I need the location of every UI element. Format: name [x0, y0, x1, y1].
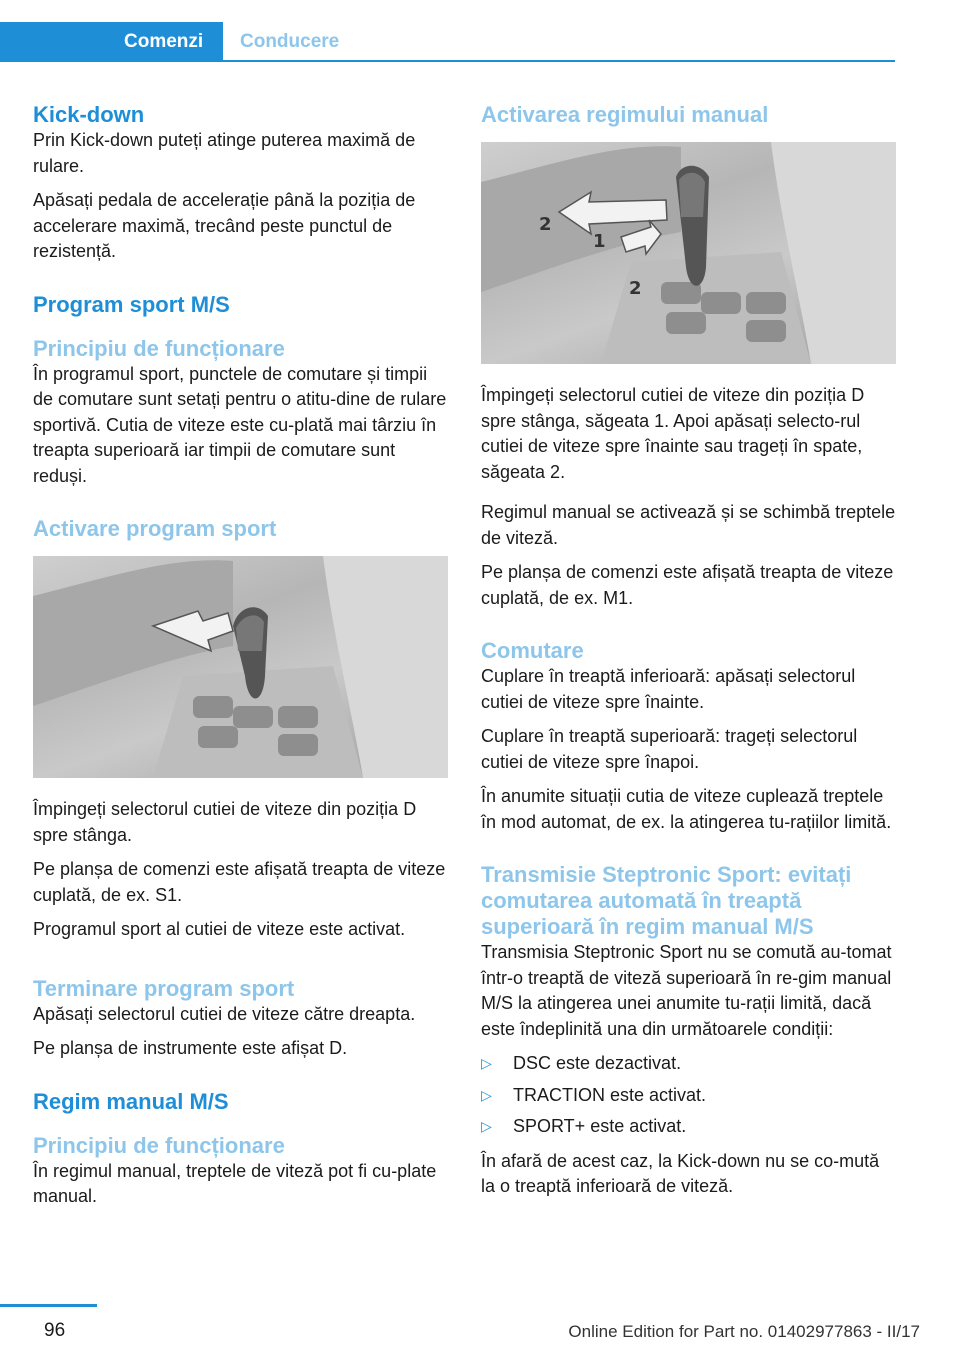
activate-sport-text-2: Pe planșa de comenzi este afișată treapta de viteze cuplată, de ex. S1.: [33, 859, 446, 905]
kickdown-text-1: Prin Kick-down puteți atinge puterea maximă de rulare.: [33, 130, 416, 176]
activate-sport-heading: Activare program sport: [33, 516, 277, 541]
manual-activate-heading: Activarea regimului manual: [481, 102, 769, 127]
end-sport-text-2: Pe planșa de instrumente este afișat D.: [33, 1038, 348, 1058]
steptronic-text-1: Transmisia Steptronic Sport nu se comută au‐tomat într-o treaptă de viteză superioară în re‐gim manual M/S la atingerea unei anumite tu‐rații limită, dacă este îndeplinită una din următoarele condiții:: [481, 942, 892, 1039]
gear-selector-manual-illustration: [481, 142, 896, 364]
header-tabbar: [0, 22, 895, 62]
edition-footer: Online Edition for Part no. 01402977863 - II/17: [568, 1322, 920, 1341]
sport-program-heading: Program sport M/S: [33, 291, 230, 317]
shift-text-3: În anumite situații cutia de viteze cuplează treptele în mod automat, de ex. la atingerea tu‐rațiilor limită.: [481, 786, 892, 832]
triangle-bullet-icon: ▷: [481, 1055, 492, 1071]
steptronic-text-2: În afară de acest caz, la Kick-down nu se co‐mută la o treaptă inferioară de viteză.: [481, 1150, 880, 1196]
tab-comenzi[interactable]: Comenzi: [0, 22, 223, 62]
footer-rule: [0, 1304, 97, 1307]
page-number: 96: [44, 1320, 66, 1341]
triangle-bullet-icon: ▷: [481, 1086, 492, 1103]
tab-conducere[interactable]: Conducere: [240, 31, 340, 52]
end-sport-text-1: Apăsați selectorul cutiei de viteze către dreapta.: [33, 1003, 416, 1024]
principle-heading: Principiu de funcționare: [33, 335, 285, 361]
manual-principle-text: În regimul manual, treptele de viteză pot fi cu‐plate manual.: [33, 1160, 437, 1206]
manual-principle-heading: Principiu de funcționare: [33, 1132, 285, 1158]
arrow-1-label: 1: [593, 231, 606, 252]
arrow-2-label: 2: [539, 214, 552, 235]
conditions-list: [481, 1051, 896, 1140]
gear-selector-sport-illustration: [33, 556, 448, 778]
manual-activate-text-1: Împingeți selectorul cutiei de viteze din poziția D spre stânga, săgeata 1. Apoi apăsați selecto‐rul cutiei de viteze spre înainte sau trageți în spate, săgeata 2.: [481, 385, 865, 482]
triangle-bullet-icon: ▷: [481, 1118, 492, 1134]
end-sport-heading: Terminare program sport: [33, 975, 295, 1001]
list-item: ▷ DSC este dezactivat.: [481, 1051, 896, 1077]
list-item: ▷ TRACTION este activat.: [481, 1083, 896, 1109]
activate-sport-text-1: Împingeți selectorul cutiei de viteze din poziția D spre stânga.: [33, 799, 417, 845]
shift-text-1: Cuplare în treaptă inferioară: apăsați selectorul cutiei de viteze spre înainte.: [481, 666, 856, 712]
manual-activate-text-3: Pe planșa de comenzi este afișată treapta de viteze cuplată, de ex. M1.: [481, 562, 894, 608]
list-item: ▷ SPORT+ este activat.: [481, 1114, 896, 1140]
shift-text-2: Cuplare în treaptă superioară: trageți selectorul cutiei de viteze spre înapoi.: [481, 726, 858, 772]
manual-mode-heading: Regim manual M/S: [33, 1088, 229, 1114]
arrow-2b-label: 2: [629, 278, 642, 299]
manual-activate-text-2: Regimul manual se activează și se schimbă treptele de viteză.: [481, 502, 896, 548]
kickdown-text-2: Apăsați pedala de accelerație până la poziția de accelerare maximă, trecând peste punctul de rezistență.: [33, 190, 416, 261]
kickdown-heading: Kick-down: [33, 102, 145, 127]
right-column: [481, 102, 896, 1209]
left-column: [33, 102, 448, 1219]
steptronic-heading: Transmisie Steptronic Sport: evitați comutarea automată în treaptă superioară în regim manual M/S: [481, 862, 852, 939]
shift-heading: Comutare: [481, 638, 584, 663]
principle-text: În programul sport, punctele de comutare și timpii de comutare sunt setați pentru o atitu‐dine de rulare sportivă. Cutia de viteze este cu‐plată mai târziu în treapta superioară iar timpii de comutare sunt reduși.: [33, 363, 447, 486]
activate-sport-text-3: Programul sport al cutiei de viteze este activat.: [33, 919, 406, 939]
